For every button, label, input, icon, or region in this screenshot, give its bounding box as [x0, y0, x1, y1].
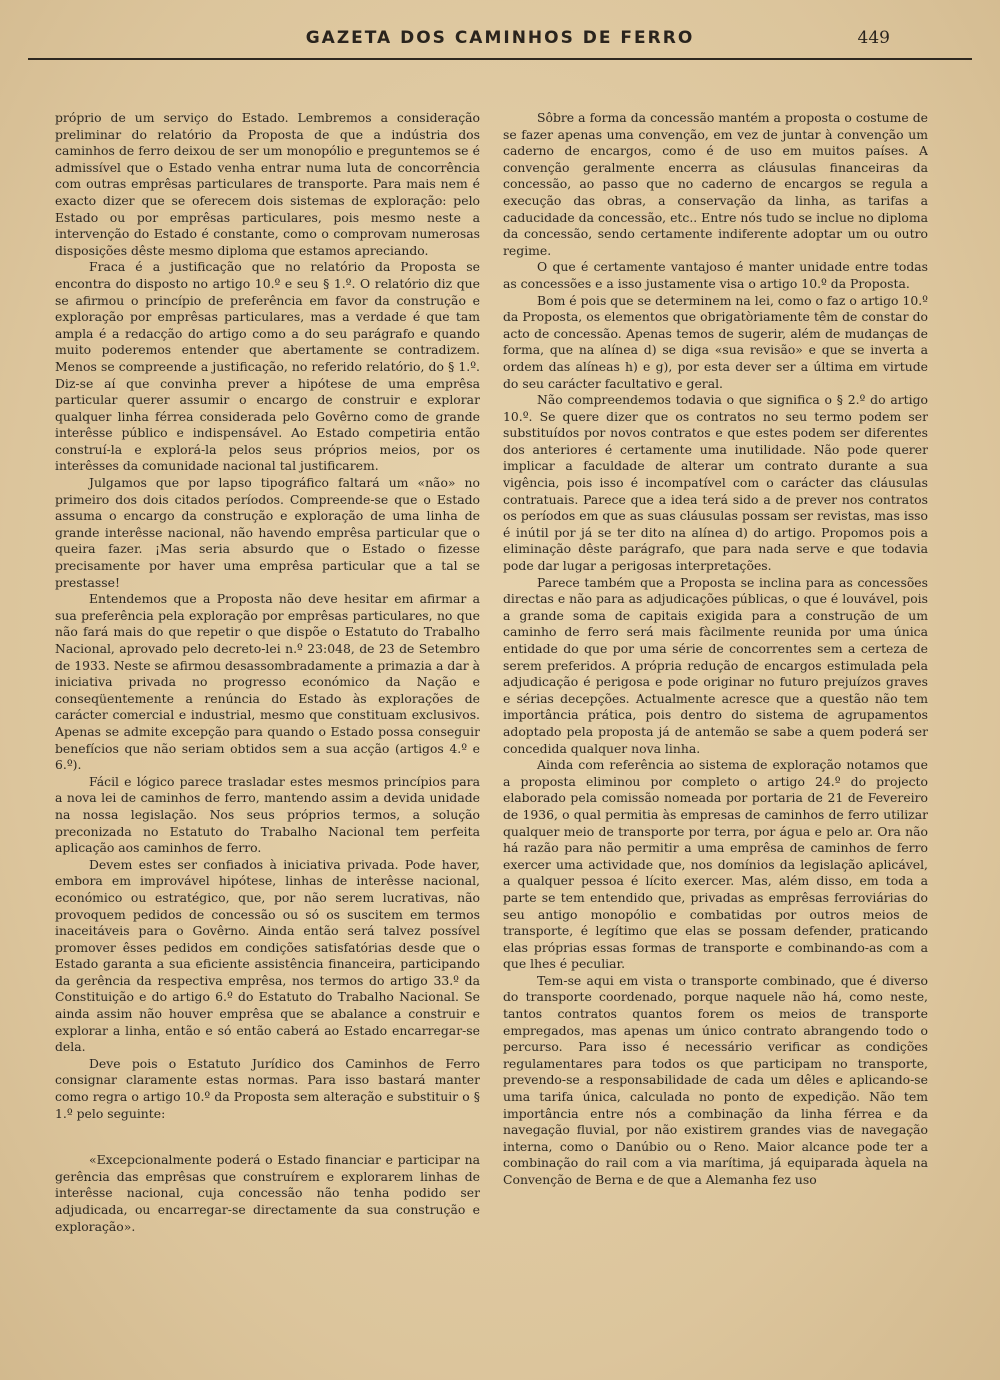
- right-column: [503, 110, 928, 1335]
- paragraph: O que é certamente vantajoso é manter unidade entre todas as concessões e a isso justamente visa o artigo 10.º da Proposta.: [503, 259, 928, 291]
- paragraph: Fácil e lógico parece trasladar estes mesmos princípios para a nova lei de caminhos de ferro, mantendo assim a devida unidade na nossa legislação. Nos seus próprios termos, a solução preconizada no Estatuto do Trabalho Nacional tem perfeita aplicação aos caminhos de ferro.: [55, 773, 480, 856]
- paragraph: Bom é pois que se determinem na lei, como o faz o artigo 10.º da Proposta, os elementos que obrigatòriamente têm de constar do acto de concessão. Apenas temos de sugerir, além de mudanças de forma, que na alínea d) se diga «sua revisão» e que se inverta a ordem das alíneas h) e g), por esta dever ser a última em virtude do seu carácter facultativo e geral.: [503, 292, 928, 391]
- paragraph: Sôbre a forma da concessão mantém a proposta o costume de se fazer apenas uma convenção, em vez de juntar à convenção um caderno de encargos, como é de uso em muitos países. A convenção geralmente encerra as cláusulas financeiras da concessão, ao passo que no caderno de encargos se regula a execução das obras, a conservação da linha, as tarifas a caducidade da concessão, etc.. Entre nós tudo se inclue no diploma da concessão, sendo certamente indiferente adoptar um ou outro regime.: [503, 110, 928, 258]
- page-number: 449: [857, 28, 890, 48]
- paragraph: Ainda com referência ao sistema de exploração notamos que a proposta eliminou por completo o artigo 24.º do projecto elaborado pela comissão nomeada por portaria de 21 de Fevereiro de 1936, o qual permitia às empresas de caminhos de ferro utilizar qualquer meio de transporte por terra, por água e pelo ar. Ora não há razão para não permitir a uma emprêsa de caminhos de ferro exercer uma actividade que, nos domínios da legislação aplicável, a qualquer pessoa é lícito exercer. Mas, além disso, em toda a parte se tem entendido que, privadas as emprêsas ferroviárias do seu antigo monopólio e combatidas por outros meios de transporte, é legítimo que elas se possam defender, praticando elas próprias essas formas de transporte e combinando-as com a que lhes é peculiar.: [503, 757, 928, 972]
- paragraph: Deve pois o Estatuto Jurídico dos Caminhos de Ferro consignar claramente estas normas. Para isso bastará manter como regra o artigo 10.º da Proposta sem alteração e substituir o § 1.º pelo seguinte:: [55, 1055, 480, 1121]
- page-header: [20, 28, 980, 58]
- paragraph: Fraca é a justificação que no relatório da Proposta se encontra do disposto no artigo 10.º e seu § 1.º. O relatório diz que se afirmou o princípio de preferência em favor da construção e exploração por emprêsas particulares, mas a verdade é que tam ampla é a redacção do artigo como a do seu parágrafo e quando muito poderemos entender que abertamente se contradizem. Menos se compreende a justificação, no referido relatório, do § 1.º. Diz-se aí que convinha prever a hipótese de uma emprêsa particular querer assumir o encargo de construir e explorar qualquer linha férrea considerada pelo Govêrno como de grande interêsse público e indispensável. Ao Estado competiria então construí-la e explorá-la pelos seus próprios meios, por os interêsses da comunidade nacional tal justificarem.: [55, 259, 480, 474]
- paragraph: próprio de um serviço do Estado. Lembremos a consideração preliminar do relatório da Proposta de que a indústria dos caminhos de ferro deixou de ser um monopólio e preguntemos se é admissível que o Estado venha entrar numa luta de concorrência com outras emprêsas particulares de transporte. Para mais nem é exacto dizer que se oferecem dois sistemas de exploração: pelo Estado ou por emprêsas particulares, pois mesmo neste a intervenção do Estado é constante, como o comprovam numerosas disposições dêste mesmo diploma que estamos apreciando.: [55, 110, 480, 258]
- paragraph: Devem estes ser confiados à iniciativa privada. Pode haver, embora em improvável hipótese, linhas de interêsse nacional, económico ou estratégico, que, por não serem lucrativas, não provoquem pedidos de concessão ou só os suscitem em termos inaceitáveis para o Govêrno. Ainda então será talvez possível promover êsses pedidos em condições satisfatórias desde que o Estado garanta a sua eficiente assistência financeira, participando da gerência da respectiva emprêsa, nos termos do artigo 33.º da Constituição e do artigo 6.º do Estatuto do Trabalho Nacional. Se ainda assim não houver emprêsa que se abalance a construir e explorar a linha, então e só então caberá ao Estado encarregar-se dela.: [55, 856, 480, 1055]
- paragraph: Parece também que a Proposta se inclina para as concessões directas e não para as adjudicações públicas, o que é louvável, pois a grande soma de capitais exigida para a construção de um caminho de ferro será mais fàcilmente reunida por uma única entidade do que por uma série de concorrentes sem a certeza de serem preferidos. A própria redução de encargos estimulada pela adjudicação é perigosa e pode originar no futuro prejuízos graves e sérias decepções. Actualmente acresce que a questão não tem importância prática, pois dentro do sistema de agrupamentos adoptado pela proposta já de antemão se sabe a quem poderá ser concedida qualquer nova linha.: [503, 574, 928, 756]
- left-column: [55, 110, 480, 1335]
- paragraph: Entendemos que a Proposta não deve hesitar em afirmar a sua preferência pela exploração por emprêsas particulares, no que não fará mais do que repetir o que dispõe o Estatuto do Trabalho Nacional, aprovado pelo decreto-lei n.º 23:048, de 23 de Setembro de 1933. Neste se afirmou desassombradamente a primazia a dar à iniciativa privada no progresso económico da Nação e conseqüentemente a renúncia do Estado às explorações de carácter comercial e industrial, mesmo que constituam exclusivos. Apenas se admite excepção para quando o Estado possa conseguir benefícios que não seriam obtidos sem a sua acção (artigos 4.º e 6.º).: [55, 591, 480, 773]
- quoted-paragraph: «Excepcionalmente poderá o Estado financiar e participar na gerência das emprêsas que construírem e explorarem linhas de interêsse nacional, cuja concessão não tenha podido ser adjudicada, ou encarregar-se directamente da sua construção e exploração».: [55, 1152, 480, 1234]
- paragraph: Julgamos que por lapso tipográfico faltará um «não» no primeiro dos dois citados períodos. Compreende-se que o Estado assuma o encargo da construção e exploração de uma linha de grande interêsse nacional, não havendo emprêsa particular que o queira fazer. ¡Mas seria absurdo que o Estado o fizesse precisamente por haver uma emprêsa particular que a tal se prestasse!: [55, 475, 480, 590]
- header-rule: [28, 58, 972, 60]
- running-title: GAZETA DOS CAMINHOS DE FERRO: [305, 28, 695, 48]
- paragraph: Não compreendemos todavia o que significa o § 2.º do artigo 10.º. Se quere dizer que os contratos no seu termo podem ser substituídos por novos contratos e que estes podem ser diferentes dos anteriores é certamente uma inutilidade. Não pode querer implicar a faculdade de alterar um contrato durante a sua vigência, pois isso é incompatível com o carácter das cláusulas contratuais. Parece que a idea terá sido a de prever nos contratos os períodos em que as suas cláusulas possam ser revistas, mas isso é inútil por já se ter dito na alínea d) do artigo. Propomos pois a eliminação dêste parágrafo, que para nada serve e que todavia pode dar lugar a perigosas interpretações.: [503, 392, 928, 574]
- paragraph: Tem-se aqui em vista o transporte combinado, que é diverso do transporte coordenado, porque naquele não há, como neste, tantos contratos quantos forem os meios de transporte empregados, mas apenas um único contrato abrangendo todo o percurso. Para isso é necessário verificar as condições regulamentares para todos os que participam no transporte, prevendo-se a responsabilidade de cada um dêles e aplicando-se uma tarifa única, calculada no ponto de expedição. Não tem importância entre nós a combinação da linha férrea e da navegação fluvial, por não existirem grandes vias de navegação interna, como o Danúbio ou o Reno. Maior alcance pode ter a combinação do rail com a via marítima, já equiparada àquela na Convenção de Berna e de que a Alemanha fez uso: [503, 972, 928, 1187]
